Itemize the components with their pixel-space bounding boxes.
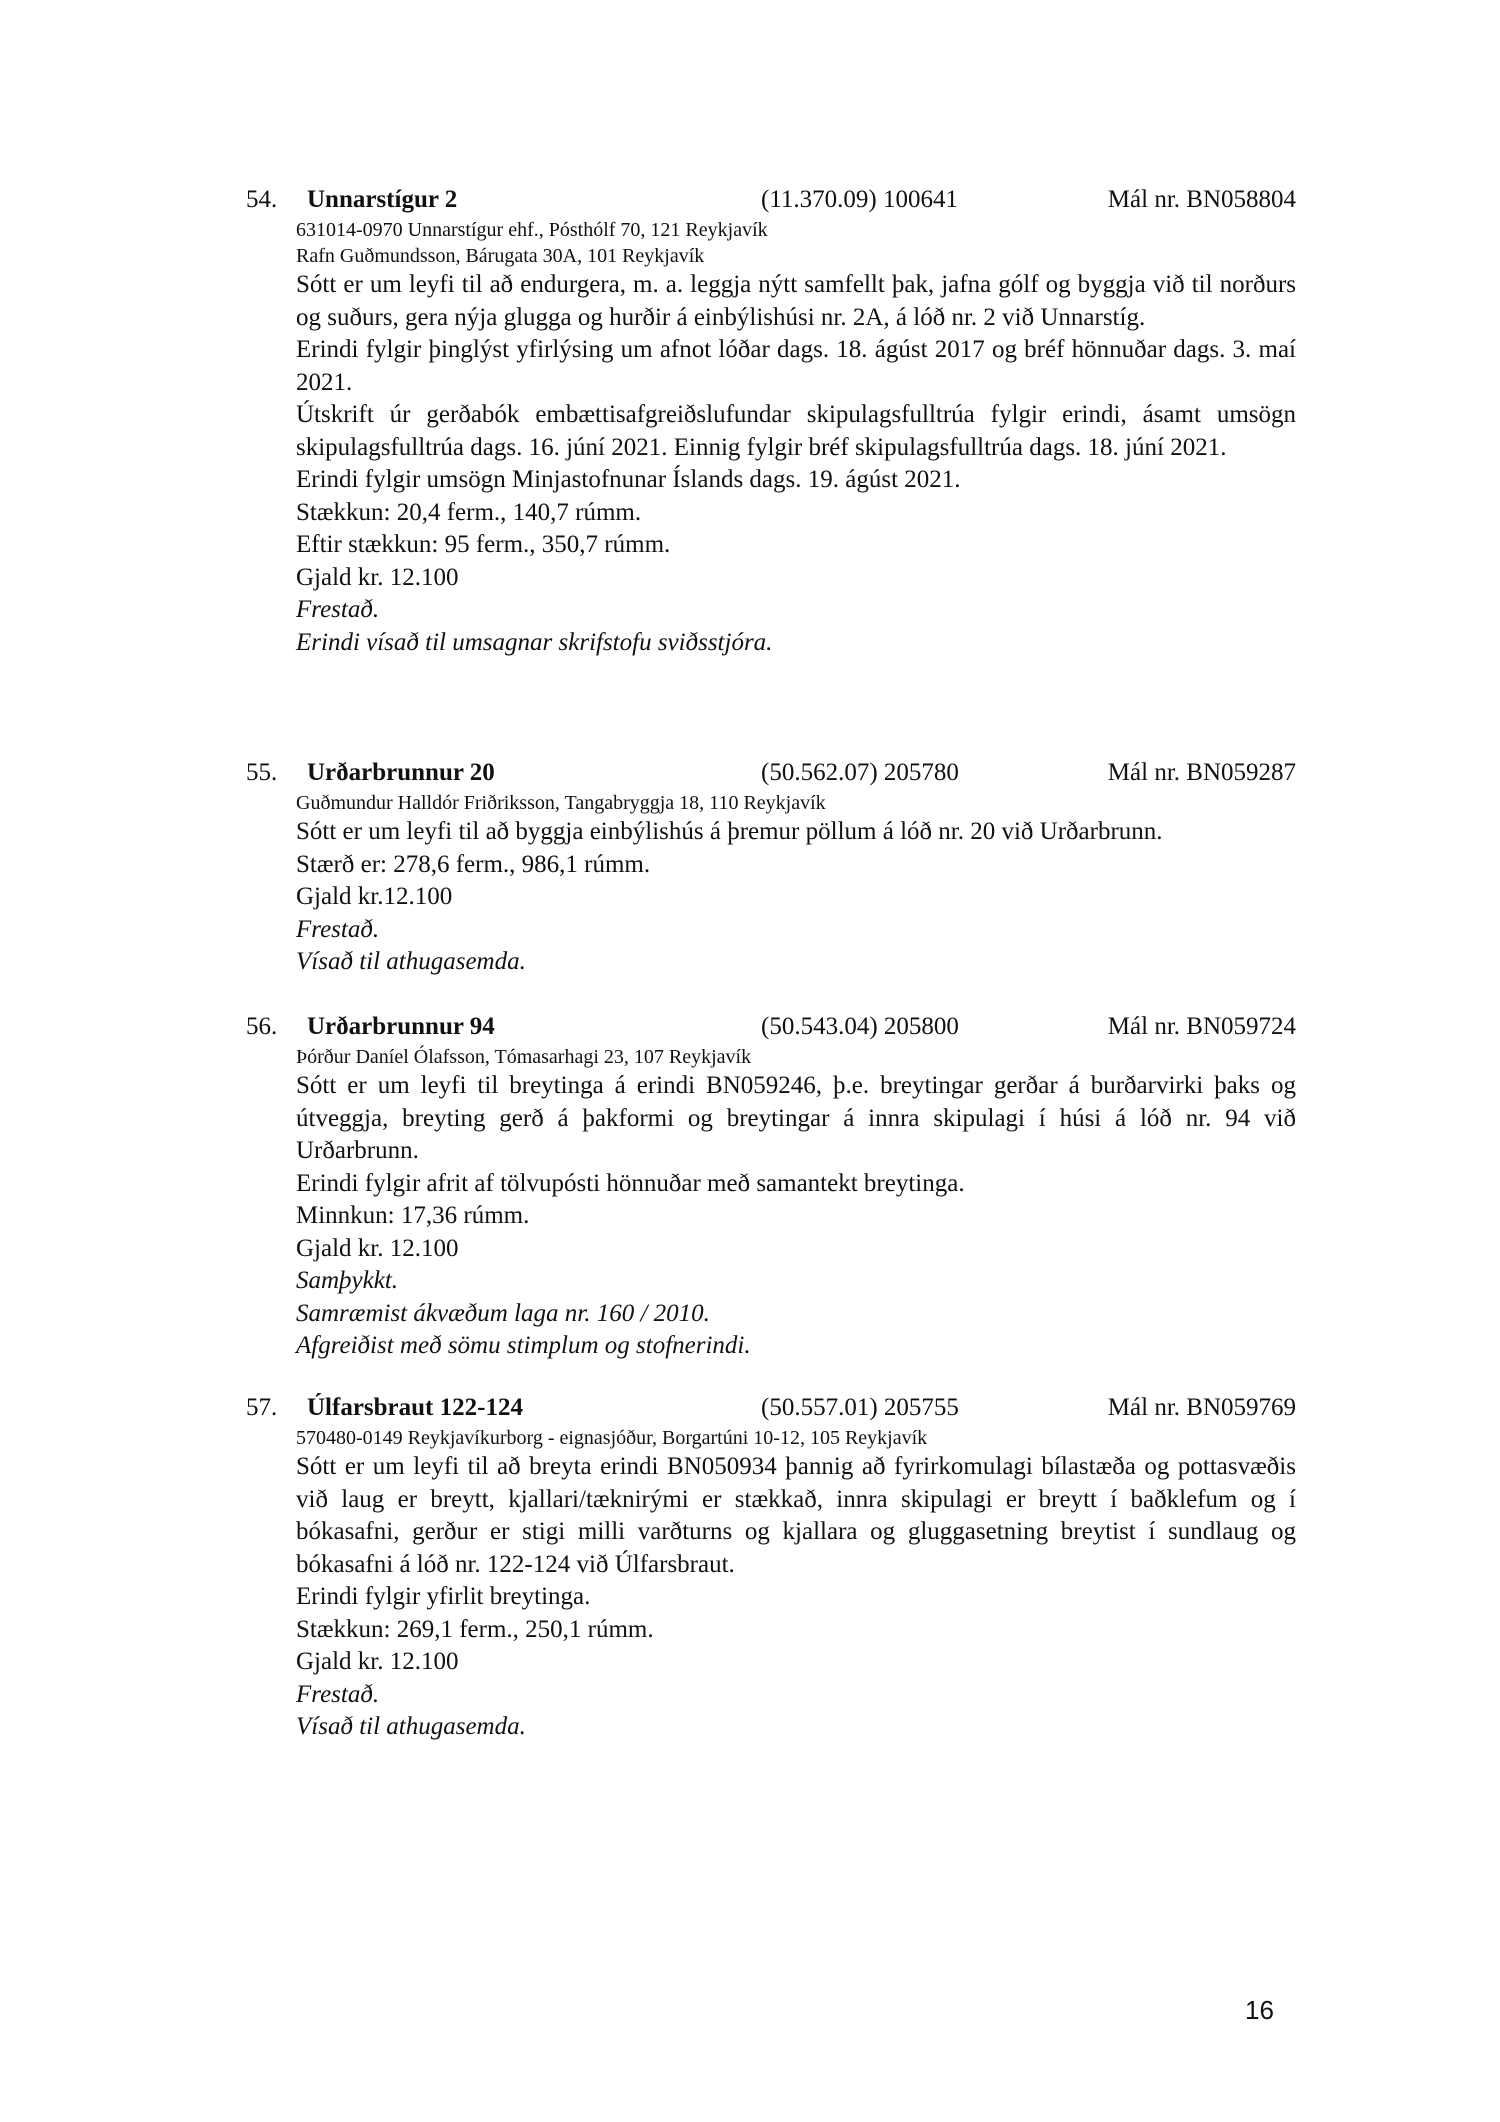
entry-number: 54. (246, 186, 278, 213)
entry-header (246, 1391, 1296, 1425)
entry-reference: (50.562.07) 205780 (761, 759, 959, 786)
size-line: Stækkun: 20,4 ferm., 140,7 rúmm. (296, 498, 642, 526)
description-paragraph: Erindi fylgir þinglýst yfirlýsing um afnot lóðar dags. 18. ágúst 2017 og bréf hönnuðar dags. 3. maí 2021. (296, 336, 1296, 396)
fee-line: Gjald kr.12.100 (296, 883, 453, 910)
entry-address: Úlfarsbraut 122-124 (307, 1394, 523, 1421)
description-paragraph: Útskrift úr gerðabók embættisafgreiðslufundar skipulagsfulltrúa fylgir erindi, ásamt umsögn skipulagsfulltrúa dags. 16. júní 2021. Einnig fylgir bréf skipulagsfulltrúa dags. 18. júní 2021. (296, 401, 1296, 461)
entry-header (246, 1010, 1296, 1044)
case-entry-56 (246, 1010, 1296, 1363)
description-paragraph: Erindi fylgir afrit af tölvupósti hönnuðar með samantekt breytinga. (296, 1169, 965, 1197)
entry-reference: (50.543.04) 205800 (761, 1013, 959, 1040)
entry-reference: (50.557.01) 205755 (761, 1394, 959, 1421)
applicant-line: 570480-0149 Reykjavíkurborg - eignasjóður, Borgartúni 10-12, 105 Reykjavík (296, 1427, 928, 1449)
case-entry-57 (246, 1391, 1296, 1744)
entry-header (246, 183, 1296, 217)
applicant-line: 631014-0970 Unnarstígur ehf., Pósthólf 70, 121 Reykjavík (296, 219, 768, 241)
decision-line: Vísað til athugasemda. (296, 1713, 526, 1740)
size-line: Minnkun: 17,36 rúmm. (296, 1202, 530, 1229)
entry-address: Unnarstígur 2 (307, 186, 458, 213)
fee-line: Gjald kr. 12.100 (296, 1648, 459, 1675)
entry-header (246, 756, 1296, 790)
fee-line: Gjald kr. 12.100 (296, 1234, 459, 1262)
description-paragraph: Sótt er um leyfi til að endurgera, m. a. leggja nýtt samfellt þak, jafna gólf og byggja við til norðurs og suðurs, gera nýja glugga og hurðir á einbýlishúsi nr. 2A, á lóð nr. 2 við Unnarstíg. (296, 271, 1296, 331)
decision-line: Erindi vísað til umsagnar skrifstofu sviðsstjóra. (296, 628, 773, 656)
entry-address: Urðarbrunnur 20 (307, 759, 495, 786)
decision-line: Afgreiðist með sömu stimplum og stofnerindi. (296, 1332, 751, 1359)
entry-address: Urðarbrunnur 94 (307, 1013, 495, 1040)
decision-line: Vísað til athugasemda. (296, 948, 526, 975)
size-line: Stærð er: 278,6 ferm., 986,1 rúmm. (296, 850, 651, 878)
decision-line: Frestað. (296, 596, 380, 623)
entry-case-number: Mál nr. BN059769 (1107, 1394, 1296, 1421)
entry-case-number: Mál nr. BN058804 (1107, 186, 1296, 213)
entry-number: 56. (246, 1013, 278, 1040)
description-paragraph: Sótt er um leyfi til að breyta erindi BN050934 þannig að fyrirkomulagi bílastæða og pottasvæðis við laug er breytt, kjallari/tæknirými er stækkað, innra skipulagi er breytt í baðklefum og í bókasafni, gerður er stigi milli varðturns og kjallara og gluggasetning breytist í sundlaug og bókasafni á lóð nr. 122-124 við Úlfarsbraut. (296, 1453, 1296, 1578)
decision-line: Frestað. (296, 915, 380, 943)
applicant-line: Þórður Daníel Ólafsson, Tómasarhagi 23, 107 Reykjavík (296, 1046, 752, 1068)
description-paragraph: Erindi fylgir umsögn Minjastofnunar Íslands dags. 19. ágúst 2021. (296, 466, 961, 493)
entry-number: 55. (246, 759, 278, 786)
case-entry-55 (246, 756, 1296, 979)
decision-line: Frestað. (296, 1680, 380, 1708)
entry-number: 57. (246, 1394, 278, 1421)
description-paragraph: Sótt er um leyfi til breytinga á erindi BN059246, þ.e. breytingar gerðar á burðarvirki þaks og útveggja, breyting gerð á þakformi og breytingar á innra skipulagi í húsi á lóð nr. 94 við Urðarbrunn. (296, 1072, 1296, 1164)
description-paragraph: Sótt er um leyfi til að byggja einbýlishús á þremur pöllum á lóð nr. 20 við Urðarbrunn. (296, 818, 1163, 845)
fee-line: Gjald kr. 12.100 (296, 563, 459, 591)
decision-line: Samþykkt. (296, 1267, 399, 1294)
size-line: Stækkun: 269,1 ferm., 250,1 rúmm. (296, 1615, 654, 1643)
size-line: Eftir stækkun: 95 ferm., 350,7 rúmm. (296, 531, 671, 558)
applicant-line: Rafn Guðmundsson, Bárugata 30A, 101 Reykjavík (296, 245, 705, 267)
entry-reference: (11.370.09) 100641 (761, 186, 958, 213)
case-entry-54 (246, 183, 1296, 659)
page-number: 16 (1245, 1995, 1274, 2025)
entry-case-number: Mál nr. BN059724 (1107, 1013, 1296, 1040)
description-paragraph: Erindi fylgir yfirlit breytinga. (296, 1583, 591, 1610)
applicant-line: Guðmundur Halldór Friðriksson, Tangabryggja 18, 110 Reykjavík (296, 792, 826, 814)
decision-line: Samræmist ákvæðum laga nr. 160 / 2010. (296, 1299, 710, 1327)
entry-case-number: Mál nr. BN059287 (1107, 759, 1296, 786)
